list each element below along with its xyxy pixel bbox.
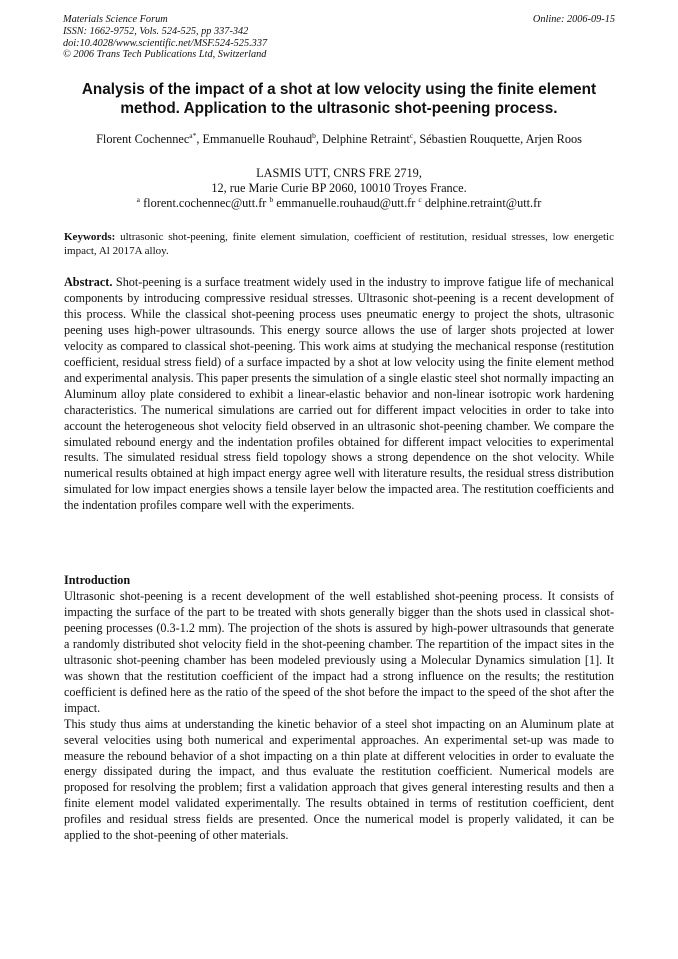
author-affil-marker: c [409, 131, 414, 140]
online-date: Online: 2006-09-15 [532, 14, 615, 25]
email-marker: a [136, 195, 140, 204]
affiliation-line: LASMIS UTT, CNRS FRE 2719, [256, 166, 422, 180]
email-address: florent.cochennec@utt.fr [143, 196, 267, 210]
author-list: Florent Cochennec$^{a*}$, Emmanuelle Rouhaud$^b$, Delphine Retraint$^c$, Sébastien Rouquette, Arjen Roos [96, 131, 582, 146]
introduction-paragraph: This study thus aims at understanding the kinetic behavior of a steel shot impacting on an Aluminum plate at several velocities using both numerical and experimental approaches. An experimental set-up was made to measure the rebound behavior of a shot impacting on a thin plate at different velocities in order to evaluate the energy dissipated during the impact, and thus evaluate the restitution coefficient. Numerical models are proposed for resolving the problem; first a validation approach that gives general interesting results and then a finite element model validated experimentally. The results obtained in terms of restitution coefficient, dent profiles and residual stress fields are presented. Once the numerical model is properly validated, it can be applied to the shot-peening of other materials. [64, 716, 614, 843]
affiliation-line: 12, rue Marie Curie BP 2060, 10010 Troyes France. [211, 181, 467, 195]
author-name: Emmanuelle Rouhaud [202, 132, 313, 146]
author-affil-marker: b [312, 131, 316, 140]
email-marker: b [269, 195, 274, 204]
author-name: Sébastien Rouquette [419, 132, 521, 146]
email-list [56, 196, 622, 211]
affiliation [56, 166, 622, 196]
abstract-section [64, 275, 614, 514]
keywords-section [64, 230, 614, 258]
journal-name: Materials Science Forum [63, 14, 168, 25]
introduction-heading: Introduction [64, 573, 131, 587]
email-address: delphine.retraint@utt.fr [424, 196, 542, 210]
author-affil-marker: a* [189, 131, 197, 140]
author-name: Florent Cochennec [96, 132, 190, 146]
keywords-label: Keywords: [64, 231, 116, 243]
introduction-body [64, 589, 614, 844]
copyright-line: © 2006 Trans Tech Publications Ltd, Switzerland [63, 49, 267, 61]
journal-header [63, 14, 267, 61]
doi-line: doi:10.4028/www.scientific.net/MSF.524-525.337 [63, 37, 268, 49]
paper-title: Analysis of the impact of a shot at low velocity using the finite element method. Application to the ultrasonic shot-peening process. [81, 81, 597, 117]
email-address: emmanuelle.rouhaud@utt.fr [276, 196, 416, 210]
issn-line: ISSN: 1662-9752, Vols. 524-525, pp 337-342 [63, 25, 249, 37]
author-name: Delphine Retraint [322, 132, 410, 146]
abstract-text: Shot-peening is a surface treatment widely used in the industry to improve fatigue life of mechanical components by introducing compressive residual stresses. Ultrasonic shot-peening is a recent development of this process. While the classical shot-peening process uses pneumatic energy to project the shots, ultrasonic peening uses high-power ultrasounds. This energy source allows the use of larger shots projected at lower velocity as compared to classical shot-peening. This work aims at studying the mechanical response (restitution coefficient, residual stress field) of a surface impacted by a shot at low velocity using the finite element method and experimental analysis. This paper presents the simulation of a single elastic steel shot normally impacting an Aluminum alloy plate considered to exhibit a linear-elastic behavior and non-linear isotropic work hardening characteristics. The numerical simulations are carried out for different impact velocities in order to take into account the heterogeneous shot velocity field observed in an ultrasonic shot-peening chamber. We compare the simulated rebound energy and the indentation profiles obtained for different impact velocities to experimental results. The simulated residual stress field topology shows a strong dependence on the shot velocity. While numerical results obtained at high impact energy agree well with literature results, the residual stress distribution simulated for low impact energies shows a tensile layer below the impacted area. The restitution coefficients and the indentation profiles compare well with the experiments. [64, 275, 614, 513]
keywords-text: ultrasonic shot-peening, finite element simulation, coefficient of restitution, residual stresses, low energetic impact, Al 2017A alloy. [64, 231, 614, 257]
abstract-label: Abstract. [64, 275, 113, 289]
author-name: Arjen Roos [525, 132, 582, 146]
introduction-paragraph: Ultrasonic shot-peening is a recent development of the well established shot-peening process. It consists of impacting the surface of the part to be treated with shots generally bigger than the shots used in classical shot-peening processes (0.3-1.2 mm). The projection of the shots is assured by high-power ultrasounds that generate a randomly distributed shot velocity field in the shot-peening chamber. The repartition of the impact sites in the ultrasonic shot-peening chamber has been modeled previously using a Molecular Dynamics simulation [1]. It was shown that the restitution coefficient of the impact had a strong influence on the results; the restitution coefficient is defined here as the ratio of the speed of the shot before the impact to the speed of the shot after the impact. [64, 589, 614, 715]
email-marker: c [418, 195, 422, 204]
